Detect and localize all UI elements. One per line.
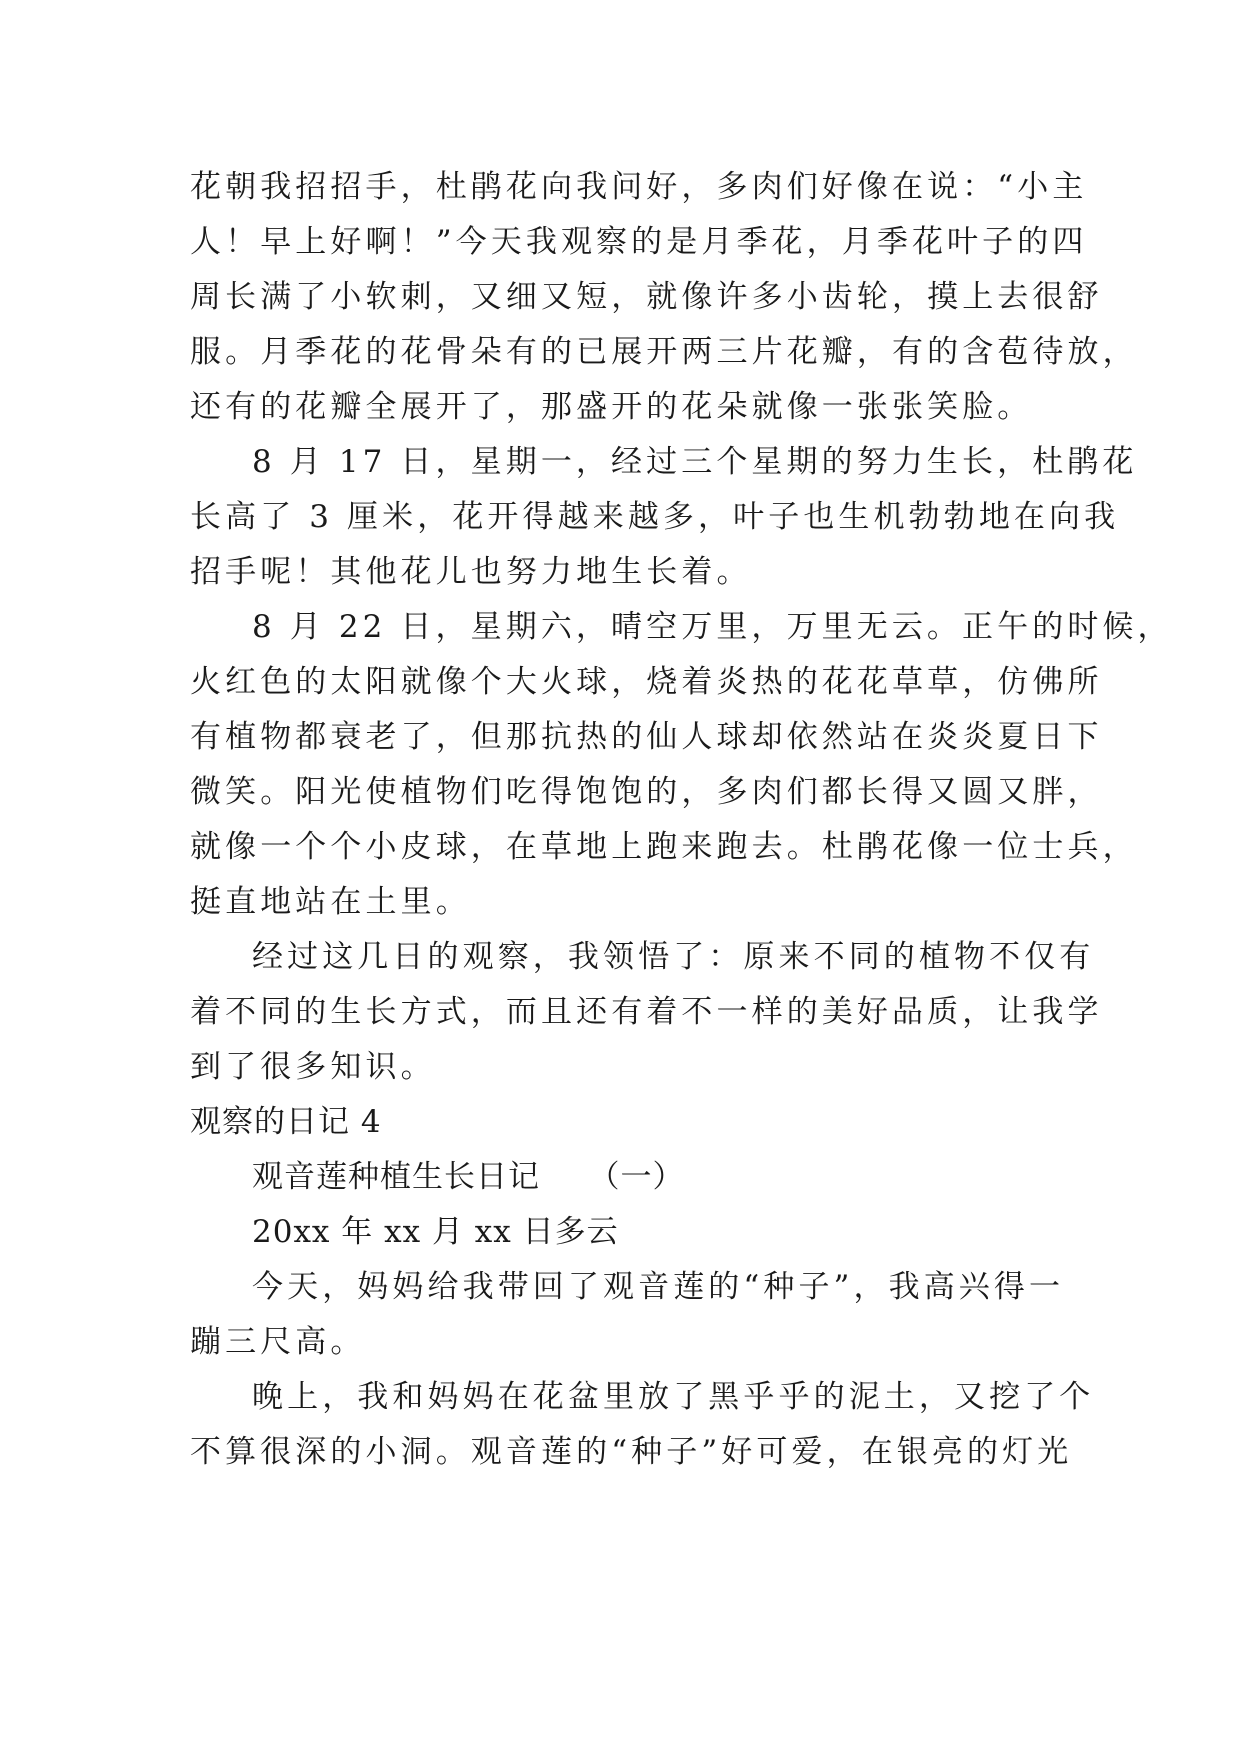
text-line: 还有的花瓣全展开了，那盛开的花朵就像一张张笑脸。 xyxy=(190,389,1033,425)
text-line: 招手呢！其他花儿也努力地生长着。 xyxy=(190,554,752,590)
text-line: 长高了 3 厘米，花开得越来越多，叶子也生机勃勃地在向我 xyxy=(190,499,1120,535)
document-body xyxy=(190,160,1173,1480)
text-line: 人！早上好啊！”今天我观察的是月季花，月季花叶子的四 xyxy=(190,224,1088,260)
diary-date: 20xx 年 xx 月 xx 日多云 xyxy=(252,1214,619,1250)
text-line: 服。月季花的花骨朵有的已展开两三片花瓣，有的含苞待放， xyxy=(190,334,1138,370)
paragraph-start-line: 晚上，我和妈妈在花盆里放了黑乎乎的泥土，又挖了个 xyxy=(252,1379,1095,1415)
text-line: 不算很深的小洞。观音莲的“种子”好可爱，在银亮的灯光 xyxy=(190,1434,1073,1470)
text-line: 有植物都衰老了，但那抗热的仙人球却依然站在炎炎夏日下 xyxy=(190,719,1103,755)
text-line: 挺直地站在土里。 xyxy=(190,884,471,920)
text-line: 火红色的太阳就像个大火球，烧着炎热的花花草草，仿佛所 xyxy=(190,664,1103,700)
paragraph-start-line: 今天，妈妈给我带回了观音莲的“种子”，我高兴得一 xyxy=(252,1269,1065,1305)
diary-title: 观音莲种植生长日记 （一） xyxy=(252,1159,685,1195)
text-line: 蹦三尺高。 xyxy=(190,1324,366,1360)
section-heading: 观察的日记 4 xyxy=(190,1104,382,1140)
text-line: 着不同的生长方式，而且还有着不一样的美好品质，让我学 xyxy=(190,994,1103,1030)
text-line: 到了很多知识。 xyxy=(190,1049,436,1085)
text-line: 就像一个个小皮球，在草地上跑来跑去。杜鹃花像一位士兵， xyxy=(190,829,1138,865)
text-line: 花朝我招招手，杜鹃花向我问好，多肉们好像在说：“小主 xyxy=(190,169,1088,205)
text-line: 微笑。阳光使植物们吃得饱饱的，多肉们都长得又圆又胖， xyxy=(190,774,1103,810)
text-line: 周长满了小软刺，又细又短，就像许多小齿轮，摸上去很舒 xyxy=(190,279,1103,315)
paragraph-start-line: 8 月 22 日，星期六，晴空万里，万里无云。正午的时候， xyxy=(252,609,1173,645)
paragraph-start-line: 8 月 17 日，星期一，经过三个星期的努力生长，杜鹃花 xyxy=(252,444,1138,480)
paragraph-start-line: 经过这几日的观察，我领悟了：原来不同的植物不仅有 xyxy=(252,939,1095,975)
